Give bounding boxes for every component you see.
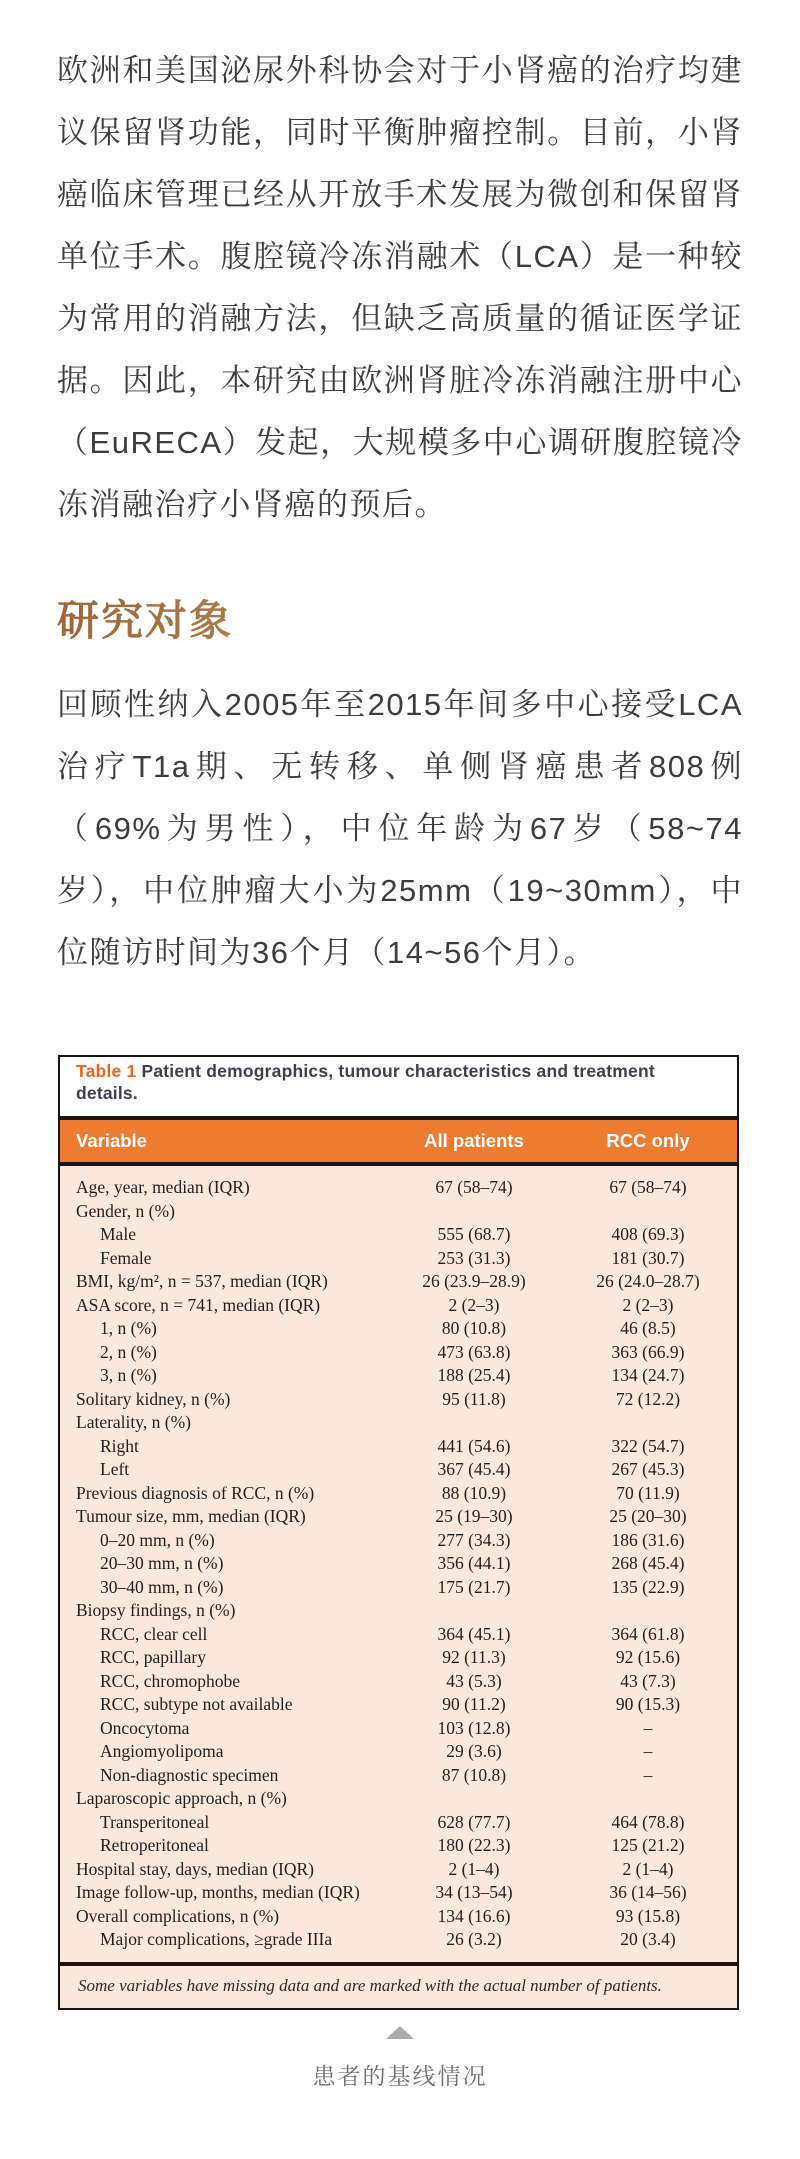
row-value: – [643,1764,653,1785]
row-label: 0–20 mm, n (%) [100,1529,215,1550]
row-value [559,1411,737,1435]
figure-caption-block [57,2026,743,2091]
row-value: 356 (44.1) [437,1553,511,1573]
row-label: Female [100,1247,152,1268]
row-value: 88 (10.9) [441,1482,507,1503]
column-header-all-patients: All patients [424,1130,524,1151]
row-value: 25 (20–30) [609,1506,687,1526]
row-label: Non-diagnostic specimen [100,1764,279,1785]
row-value: 125 (21.2) [611,1835,685,1855]
row-value: 408 (69.3) [611,1224,685,1244]
table-row [60,1411,737,1435]
row-value: 2 (1–4) [622,1858,674,1879]
row-value: – [643,1741,653,1761]
row-label: ASA score, n = 741, median (IQR) [76,1294,321,1315]
table-header-row [60,1116,737,1166]
row-label: Overall complications, n (%) [76,1905,280,1926]
table-row [60,1435,737,1459]
row-value: 95 (11.8) [442,1388,506,1409]
row-value: 43 (5.3) [446,1670,502,1691]
table-row [60,1928,737,1952]
table-row [60,1270,737,1294]
row-value: 36 (14–56) [609,1882,687,1902]
row-value: 322 (54.7) [611,1435,685,1456]
row-value: 175 (21.7) [437,1576,511,1597]
row-value: 93 (15.8) [615,1905,681,1926]
row-label: Male [100,1224,136,1244]
row-label: Right [100,1435,139,1456]
row-value: 20 (3.4) [620,1929,676,1949]
table-row [60,1858,737,1882]
row-value: 186 (31.6) [611,1529,685,1550]
row-value: 29 (3.6) [446,1741,502,1761]
row-value: 87 (10.8) [441,1764,507,1785]
row-value [559,1200,737,1224]
row-value [389,1411,559,1435]
row-value: 2 (1–4) [448,1858,500,1879]
table-row [60,1388,737,1412]
intro-paragraph: 欧洲和美国泌尿外科协会对于小肾癌的治疗均建议保留肾功能，同时平衡肿瘤控制。目前，小肾癌临床管理已经从开放手术发展为微创和保留肾单位手术。腹腔镜冷冻消融术（LCA）是一种较为常用的消融方法，但缺乏高质量的循证医学证据。因此，本研究由欧洲肾脏冷冻消融注册中心（EuRECA）发起，大规模多中心调研腹腔镜冷冻消融治疗小肾癌的预后。 [57,53,743,522]
row-value: 188 (25.4) [437,1365,511,1385]
table-row [60,1787,737,1811]
row-label: RCC, clear cell [100,1623,208,1644]
row-label: 1, n (%) [100,1318,157,1338]
table-figure [58,1055,739,2010]
row-value: 92 (11.3) [442,1647,506,1667]
row-label: Laparoscopic approach, n (%) [76,1788,287,1808]
row-label: 2, n (%) [100,1341,157,1362]
row-value: 267 (45.3) [611,1459,685,1479]
row-label: 3, n (%) [100,1365,157,1385]
row-value: 441 (54.6) [437,1435,511,1456]
row-label: Oncocytoma [100,1717,190,1738]
collapse-triangle-icon [386,2026,414,2039]
row-value: 181 (30.7) [611,1247,685,1268]
row-value: 80 (10.8) [441,1318,507,1338]
table-body [60,1166,737,1962]
table-row [60,1223,737,1247]
row-value [559,1787,737,1811]
row-label: Laterality, n (%) [76,1412,191,1432]
row-value [559,1599,737,1623]
table-row [60,1341,737,1365]
table-row [60,1364,737,1388]
row-value: 135 (22.9) [611,1576,685,1597]
row-label: Major complications, ≥grade IIIa [100,1929,333,1949]
row-label: Tumour size, mm, median (IQR) [76,1506,306,1526]
table-row [60,1176,737,1200]
row-value: 2 (2–3) [622,1294,674,1315]
row-value: 46 (8.5) [620,1318,676,1338]
column-header-rcc-only: RCC only [606,1130,690,1151]
column-header-variable: Variable [76,1130,147,1151]
row-value: 67 (58–74) [609,1177,687,1197]
section-heading: 研究对象 [57,598,743,646]
row-value: 34 (13–54) [435,1882,513,1902]
figure-caption: 患者的基线情况 [312,2062,488,2089]
table-row [60,1811,737,1835]
row-label: Age, year, median (IQR) [76,1177,250,1197]
row-value: 90 (11.2) [442,1694,506,1714]
table-row [60,1200,737,1224]
row-label: Left [100,1459,130,1479]
row-value: 2 (2–3) [448,1294,500,1315]
table-title-text: Patient demographics, tumour characteristics and treatment details. [76,1061,655,1103]
row-value: 364 (45.1) [437,1623,511,1644]
table-row [60,1740,737,1764]
row-label: Hospital stay, days, median (IQR) [76,1858,314,1879]
row-label: Angiomyolipoma [100,1741,224,1761]
row-value: 43 (7.3) [620,1670,676,1691]
table-row [60,1670,737,1694]
row-value: 268 (45.4) [611,1553,685,1573]
row-value: 103 (12.8) [437,1717,511,1738]
row-value: 367 (45.4) [437,1459,511,1479]
table-row [60,1482,737,1506]
row-label: Biopsy findings, n (%) [76,1600,236,1620]
row-value: 134 (24.7) [611,1365,685,1385]
row-value: 70 (11.9) [616,1482,680,1503]
row-value: 72 (12.2) [615,1388,681,1409]
table-title-number: Table 1 [76,1061,137,1081]
table-row [60,1717,737,1741]
row-label: Solitary kidney, n (%) [76,1388,231,1409]
row-value: 67 (58–74) [435,1177,513,1197]
row-value: 364 (61.8) [611,1623,685,1644]
table-row [60,1505,737,1529]
table-row [60,1317,737,1341]
row-value: 26 (24.0–28.7) [596,1271,700,1291]
row-value [389,1599,559,1623]
table-row [60,1576,737,1600]
table-row [60,1599,737,1623]
row-value: 473 (63.8) [437,1341,511,1362]
table-row [60,1881,737,1905]
row-label: 30–40 mm, n (%) [100,1576,224,1597]
row-label: RCC, papillary [100,1647,206,1667]
row-label: Image follow-up, months, median (IQR) [76,1882,360,1902]
table-row [60,1458,737,1482]
table-title [60,1057,737,1116]
row-label: Retroperitoneal [100,1835,209,1855]
row-value: 363 (66.9) [611,1341,685,1362]
row-value: 92 (15.6) [615,1647,681,1667]
table-row [60,1764,737,1788]
row-label: Transperitoneal [100,1811,210,1832]
table-row [60,1623,737,1647]
row-value: 253 (31.3) [437,1247,511,1268]
row-label: RCC, chromophobe [100,1670,240,1691]
row-value: 555 (68.7) [437,1224,511,1244]
table-row [60,1905,737,1929]
row-label: BMI, kg/m², n = 537, median (IQR) [76,1271,328,1291]
table-row [60,1552,737,1576]
row-label: 20–30 mm, n (%) [100,1553,224,1573]
row-value: 26 (3.2) [446,1929,502,1949]
table-row [60,1693,737,1717]
row-value [389,1200,559,1224]
row-value: 464 (78.8) [611,1811,685,1832]
row-label: Gender, n (%) [76,1200,175,1221]
row-value: 628 (77.7) [437,1811,511,1832]
row-value: 26 (23.9–28.9) [422,1271,526,1291]
row-value: 180 (22.3) [437,1835,511,1855]
row-label: Previous diagnosis of RCC, n (%) [76,1482,315,1503]
table-row [60,1529,737,1553]
table-row [60,1247,737,1271]
row-value: – [643,1717,653,1738]
row-value: 25 (19–30) [435,1506,513,1526]
table-row [60,1294,737,1318]
row-value [389,1787,559,1811]
row-value: 277 (34.3) [437,1529,511,1550]
row-value: 90 (15.3) [615,1694,681,1714]
row-value: 134 (16.6) [437,1905,511,1926]
table-footnote: Some variables have missing data and are marked with the actual number of patients. [60,1962,737,2008]
row-label: RCC, subtype not available [100,1694,293,1714]
table-row [60,1834,737,1858]
study-subjects-paragraph: 回顾性纳入2005年至2015年间多中心接受LCA治疗T1a期、无转移、单侧肾癌患者808例（69%为男性），中位年龄为67岁（58~74岁），中位肿瘤大小为25mm（19~30mm），中位随访时间为36个月（14~56个月）。 [57,687,743,970]
table-row [60,1646,737,1670]
